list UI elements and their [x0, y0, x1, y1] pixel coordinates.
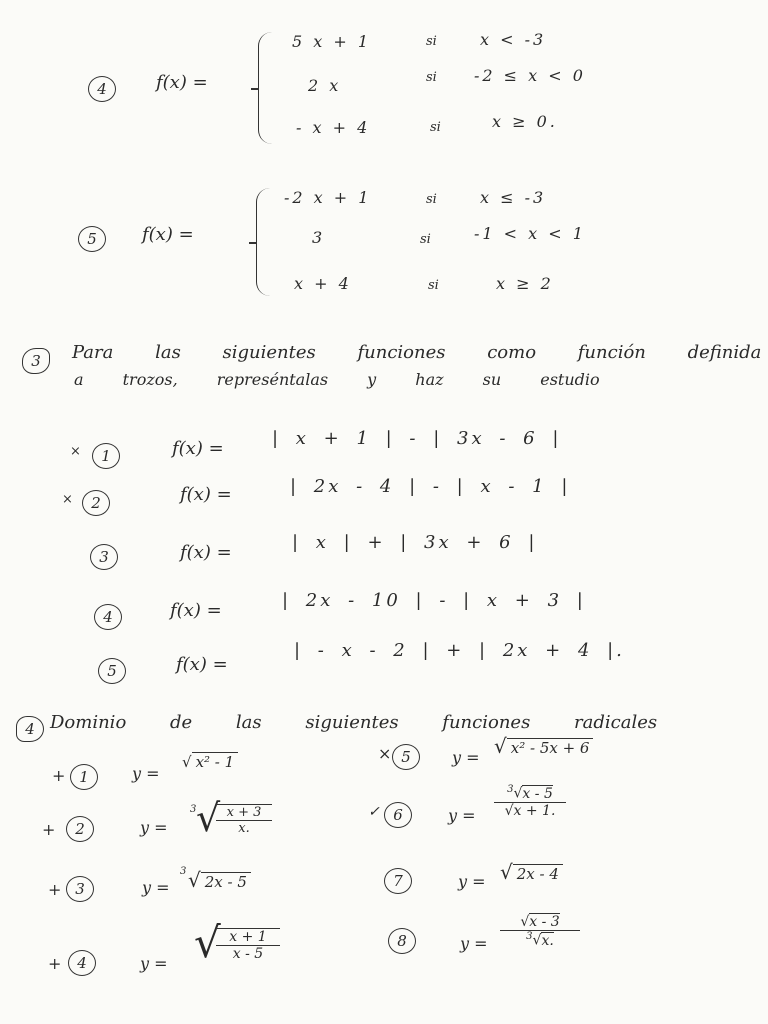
section-4-title: Dominio de las siguientes funciones radicales [50, 712, 658, 733]
section-4-item-2-denominator: x. [216, 820, 272, 836]
problem-4-number: 4 [88, 76, 116, 102]
problem-4-expr-3: - x + 4 [296, 118, 371, 137]
section-4-item-6-mark: ✓ [368, 804, 380, 820]
section-3-item-1-mark: × [70, 444, 81, 459]
section-4-item-5-number: 5 [392, 744, 420, 770]
section-4-item-1-mark: + [52, 766, 66, 785]
section-3-item-2-mark: × [62, 492, 73, 507]
section-4-item-8-number: 8 [388, 928, 416, 954]
section-3-item-3-expr: | x | + | 3x + 6 | [292, 532, 538, 553]
section-3-item-2-expr: | 2x - 4 | - | x - 1 | [290, 476, 571, 497]
section-4-item-6-numerator-wrap: $^3$√x - 5 [507, 784, 553, 802]
section-3-item-2-number: 2 [82, 490, 110, 516]
section-4-item-4-numerator: x + 1 [229, 929, 267, 945]
section-4-item-3-index: 3 [180, 866, 187, 877]
section-4-item-3-number: 3 [66, 876, 94, 902]
section-4-item-3-lhs: y = [142, 878, 170, 897]
section-4-item-6-index: 3 [507, 784, 514, 795]
section-3-item-3-number: 3 [90, 544, 118, 570]
section-4-item-2-root-sign: √ [196, 796, 221, 840]
problem-5-cond-1: x ≤ -3 [480, 188, 547, 207]
section-4-item-5-mark: × [378, 744, 392, 763]
section-4-item-8-index: 3 [526, 931, 533, 942]
problem-4-expr-1: 5 x + 1 [292, 32, 372, 51]
problem-4-lhs: f(x) = [156, 72, 208, 93]
problem-5-si-1: si [426, 192, 437, 207]
section-4-item-7-radicand: 2x - 4 [513, 864, 563, 883]
section-3-item-5-expr: | - x - 2 | + | 2x + 4 |. [294, 640, 625, 661]
section-4-item-8-numerator: x - 3 [529, 914, 560, 930]
section-4-item-8-fraction [500, 914, 580, 949]
section-4-item-6-numerator: x - 5 [522, 785, 553, 802]
section-4-item-2-mark: + [42, 820, 56, 839]
problem-5-expr-3: x + 4 [294, 274, 352, 293]
section-3-item-5-number: 5 [98, 658, 126, 684]
section-4-item-8-denominator: x. [541, 932, 554, 949]
problem-4-expr-2: 2 x [308, 76, 342, 95]
section-4-item-4-number: 4 [68, 950, 96, 976]
section-4-item-1-lhs: y = [132, 764, 160, 783]
section-4-item-6-denominator-wrap: √x + 1. [494, 802, 566, 819]
problem-4-brace [258, 32, 273, 144]
problem-5-number: 5 [78, 226, 106, 252]
section-4-item-7-number: 7 [384, 868, 412, 894]
section-4-item-8-denominator-wrap: $^3$√x. [500, 930, 580, 949]
section-4-item-7-lhs: y = [458, 872, 486, 891]
problem-5-expr-1: -2 x + 1 [284, 188, 372, 207]
problem-4-si-3: si [430, 120, 441, 135]
section-3-item-4-expr: | 2x - 10 | - | x + 3 | [282, 590, 586, 611]
problem-5-brace [256, 188, 271, 296]
problem-5-expr-2: 3 [312, 228, 323, 247]
section-4-item-1-radical: √ x² - 1 [182, 752, 238, 771]
problem-5-lhs: f(x) = [142, 224, 194, 245]
problem-5-si-3: si [428, 278, 439, 293]
section-4-item-2-lhs: y = [140, 818, 168, 837]
section-4-item-2-number: 2 [66, 816, 94, 842]
section-4-item-2-index: 3 [190, 804, 197, 815]
section-4-item-5-radical: √ x² - 5x + 6 [494, 734, 593, 758]
problem-4-si-2: si [426, 70, 437, 85]
section-3-item-5-lhs: f(x) = [176, 654, 228, 675]
section-4-item-6-lhs: y = [448, 806, 476, 825]
section-3-item-4-lhs: f(x) = [170, 600, 222, 621]
section-3-number: 3 [22, 348, 50, 374]
section-4-item-4-fraction [216, 928, 280, 962]
section-4-item-2-fraction [216, 804, 272, 836]
problem-5-cond-2: -1 < x < 1 [474, 224, 586, 243]
section-4-item-6-number: 6 [384, 802, 412, 828]
section-4-item-6-denominator: x + 1. [513, 802, 556, 819]
section-4-item-5-radicand: x² - 5x + 6 [507, 738, 594, 757]
section-4-item-4-denominator: x - 5 [216, 945, 280, 962]
section-4-item-1-number: 1 [70, 764, 98, 790]
section-4-number: 4 [16, 716, 44, 742]
section-3-item-1-lhs: f(x) = [172, 438, 224, 459]
problem-5-cond-3: x ≥ 2 [496, 274, 554, 293]
section-4-item-8-lhs: y = [460, 934, 488, 953]
section-4-item-1-radicand: x² - 1 [192, 752, 239, 771]
section-4-item-7-radical: √ 2x - 4 [500, 860, 563, 884]
problem-4-cond-1: x < -3 [480, 30, 547, 49]
section-4-item-3-mark: + [48, 880, 62, 899]
problem-4-cond-2: -2 ≤ x < 0 [474, 66, 586, 85]
section-4-item-8-numerator-wrap: √x - 3 [520, 914, 560, 930]
problem-4-cond-3: x ≥ 0. [492, 112, 558, 131]
section-3-item-2-lhs: f(x) = [180, 484, 232, 505]
section-3-item-3-lhs: f(x) = [180, 542, 232, 563]
section-4-item-5-lhs: y = [452, 748, 480, 767]
section-3-heading-line-2: a trozos, represéntalas y haz su estudio [74, 370, 600, 389]
section-3-item-4-number: 4 [94, 604, 122, 630]
section-4-item-4-mark: + [48, 954, 62, 973]
section-3-heading-line-1: Para las siguientes funciones como función definida [72, 342, 762, 363]
section-4-item-4-lhs: y = [140, 954, 168, 973]
section-4-item-2-numerator: x + 3 [226, 805, 262, 820]
section-4-item-4-root-sign: √ [194, 918, 221, 967]
section-4-item-3-radical: √ 2x - 5 [188, 868, 251, 892]
section-3-item-1-number: 1 [92, 443, 120, 469]
problem-4-si-1: si [426, 34, 437, 49]
problem-5-si-2: si [420, 232, 431, 247]
section-3-item-1-expr: | x + 1 | - | 3x - 6 | [272, 428, 562, 449]
section-4-item-3-radicand: 2x - 5 [201, 872, 251, 891]
section-4-item-6-fraction [494, 784, 566, 819]
